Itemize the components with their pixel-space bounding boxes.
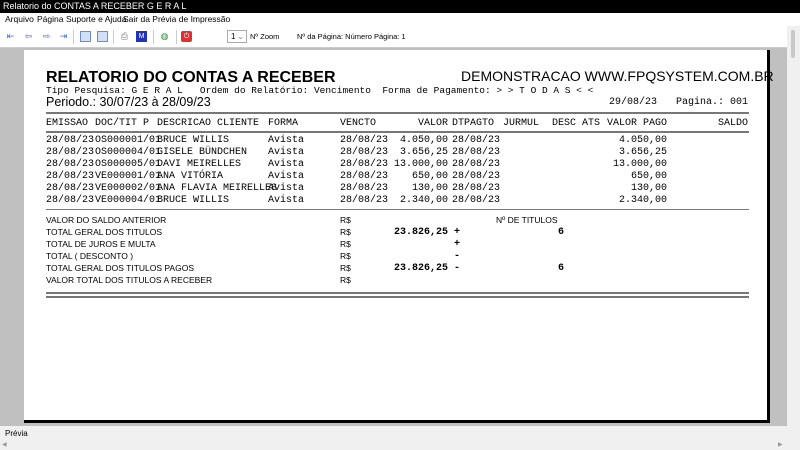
cell-valor_pago: 2.340,00 [618, 195, 667, 206]
cell-forma: Avista [268, 147, 305, 158]
vertical-scrollbar[interactable] [787, 26, 800, 440]
window-title: Relatorio do CONTAS A RECEBER G E R A L [0, 0, 800, 13]
summary-currency: R$ [340, 239, 351, 249]
zoom-select[interactable] [227, 30, 247, 43]
col-jurmul: JURMUL [503, 118, 540, 129]
first-page-icon[interactable]: ⇤ [6, 31, 15, 41]
summary-value: 23.826,25 [393, 263, 448, 274]
cell-emissao: 28/08/23 [46, 171, 95, 182]
summary-label: VALOR TOTAL DOS TITULOS A RECEBER [46, 275, 213, 285]
cell-valor_pago: 4.050,00 [618, 135, 667, 146]
chevron-down-icon: ⌄ [237, 32, 244, 41]
cell-vencto: 28/08/23 [340, 135, 389, 146]
cell-vencto: 28/08/23 [340, 195, 389, 206]
two-pages-icon[interactable] [97, 31, 108, 42]
report-page [24, 50, 774, 423]
summary-count: 6 [557, 227, 564, 238]
cell-valor: 4.050,00 [399, 135, 448, 146]
cell-forma: Avista [268, 159, 305, 170]
divider [46, 112, 749, 114]
company-name: DEMONSTRACAO WWW.FPQSYSTEM.COM.BR [461, 68, 774, 84]
col-emissao: EMISSAO [46, 118, 89, 129]
cell-forma: Avista [268, 195, 305, 206]
summary-label: TOTAL DE JUROS E MULTA [46, 239, 156, 249]
separator [176, 30, 177, 44]
summary-currency: R$ [340, 275, 351, 285]
col-vencto: VENCTO [340, 118, 377, 129]
col-valor-pago: VALOR PAGO [607, 118, 668, 129]
scroll-right-icon[interactable]: ▶ [778, 442, 783, 448]
cell-forma: Avista [268, 183, 305, 194]
report-period: Periodo.: 30/07/23 à 28/09/23 [46, 95, 211, 109]
cell-forma: Avista [268, 171, 305, 182]
menu-bar [0, 13, 800, 26]
menu-suporte[interactable]: Suporte e Ajuda [66, 14, 127, 24]
cell-vencto: 28/08/23 [340, 147, 389, 158]
summary-count: 6 [557, 263, 564, 274]
cell-vencto: 28/08/23 [340, 183, 389, 194]
divider [46, 209, 749, 210]
cell-cliente: ANA FLAVIA MEIRELLES [157, 183, 278, 194]
summary-sign: - [454, 251, 461, 262]
cell-valor: 2.340,00 [399, 195, 448, 206]
menu-pagina[interactable]: Página [37, 14, 64, 24]
cell-doc: OS000001/01 [95, 135, 162, 146]
separator [73, 30, 74, 44]
cell-vencto: 28/08/23 [340, 171, 389, 182]
cell-valor_pago: 3.656,25 [618, 147, 667, 158]
divider [46, 292, 749, 294]
col-desc: DESC ATS [552, 118, 601, 129]
scroll-thumb[interactable] [791, 30, 795, 58]
horizontal-scrollbar[interactable] [0, 440, 787, 450]
cell-doc: VE000004/01 [95, 195, 162, 206]
cell-emissao: 28/08/23 [46, 183, 95, 194]
divider [46, 131, 749, 133]
preview-area [0, 48, 787, 426]
col-saldo: SALDO [717, 118, 748, 129]
cell-forma: Avista [268, 135, 305, 146]
col-doc: DOC/TIT P [95, 118, 150, 129]
cell-dtpagto: 28/08/23 [452, 159, 501, 170]
cell-doc: OS000005/01 [95, 159, 162, 170]
single-page-icon[interactable] [80, 31, 91, 42]
divider [46, 296, 749, 298]
close-preview-icon[interactable]: ⏻ [181, 31, 192, 42]
summary-currency: R$ [340, 227, 351, 237]
cell-emissao: 28/08/23 [46, 195, 95, 206]
export-icon[interactable]: M [136, 31, 147, 42]
zoom-value: 1 [231, 32, 236, 41]
cell-dtpagto: 28/08/23 [452, 171, 501, 182]
last-page-icon[interactable]: ⇥ [59, 31, 68, 41]
cell-dtpagto: 28/08/23 [452, 183, 501, 194]
summary-currency: R$ [340, 263, 351, 273]
cell-cliente: DAVI MEIRELLES [157, 159, 242, 170]
cell-dtpagto: 28/08/23 [452, 147, 501, 158]
summary-currency: R$ [340, 251, 351, 261]
separator [153, 30, 154, 44]
summary-sign: + [454, 227, 461, 238]
cell-valor: 130,00 [411, 183, 448, 194]
cell-vencto: 28/08/23 [340, 159, 389, 170]
cell-valor_pago: 13.000,00 [612, 159, 667, 170]
cell-cliente: BRUCE WILLIS [157, 195, 230, 206]
cell-valor_pago: 650,00 [630, 171, 667, 182]
summary-label: TOTAL GERAL DOS TITULOS PAGOS [46, 263, 194, 273]
cell-emissao: 28/08/23 [46, 159, 95, 170]
cell-cliente: GISELE BÜNDCHEN [157, 147, 248, 158]
summary-value: 23.826,25 [393, 227, 448, 238]
summary-label: TOTAL GERAL DOS TITULOS [46, 227, 163, 237]
col-valor: VALOR [417, 118, 448, 129]
cell-dtpagto: 28/08/23 [452, 195, 501, 206]
count-header: Nº DE TITULOS [496, 215, 558, 225]
separator [113, 30, 114, 44]
cell-valor: 650,00 [411, 171, 448, 182]
summary-sign: + [454, 239, 461, 250]
next-page-icon[interactable]: ⇨ [42, 31, 51, 41]
summary-currency: R$ [340, 215, 351, 225]
status-text: Prévia [5, 429, 28, 438]
col-dtpagto: DTPAGTO [452, 118, 495, 129]
cell-cliente: ANA VITÓRIA [157, 171, 224, 182]
prev-page-icon[interactable]: ⇦ [24, 31, 33, 41]
cell-cliente: BRUCE WILLIS [157, 135, 230, 146]
cell-doc: VE000001/01 [95, 171, 162, 182]
report-filters: Tipo Pesquisa: G E R A L Ordem do Relatório: Vencimento Forma de Pagamento: > > T O D A S < < [46, 85, 594, 96]
col-descricao: DESCRICAO CLIENTE [157, 118, 260, 129]
print-icon[interactable]: ⎙ [120, 31, 129, 41]
cell-dtpagto: 28/08/23 [452, 135, 501, 146]
cell-valor: 3.656,25 [399, 147, 448, 158]
page-number-label: Nº da Página: Número Página: 1 [297, 32, 406, 41]
toolbar [0, 26, 787, 48]
summary-sign: - [454, 263, 461, 274]
summary-label: TOTAL ( DESCONTO ) [46, 251, 134, 261]
cell-doc: VE000002/01 [95, 183, 162, 194]
report-title: RELATORIO DO CONTAS A RECEBER [46, 69, 336, 86]
menu-sair[interactable]: Sair da Prévia de Impressão [123, 14, 231, 24]
zoom-label: Nº Zoom [250, 32, 280, 41]
cell-doc: OS000004/01 [95, 147, 162, 158]
cell-emissao: 28/08/23 [46, 135, 95, 146]
email-globe-icon[interactable]: ◍ [160, 31, 169, 41]
menu-arquivo[interactable]: Arquivo [5, 14, 34, 24]
cell-valor_pago: 130,00 [630, 183, 667, 194]
scroll-left-icon[interactable]: ◀ [2, 442, 7, 448]
report-page-number: Pagina.: 001 [676, 97, 749, 108]
cell-emissao: 28/08/23 [46, 147, 95, 158]
report-date: 29/08/23 [609, 97, 658, 108]
cell-valor: 13.000,00 [393, 159, 448, 170]
summary-label: VALOR DO SALDO ANTERIOR [46, 215, 167, 225]
col-forma: FORMA [268, 118, 299, 129]
